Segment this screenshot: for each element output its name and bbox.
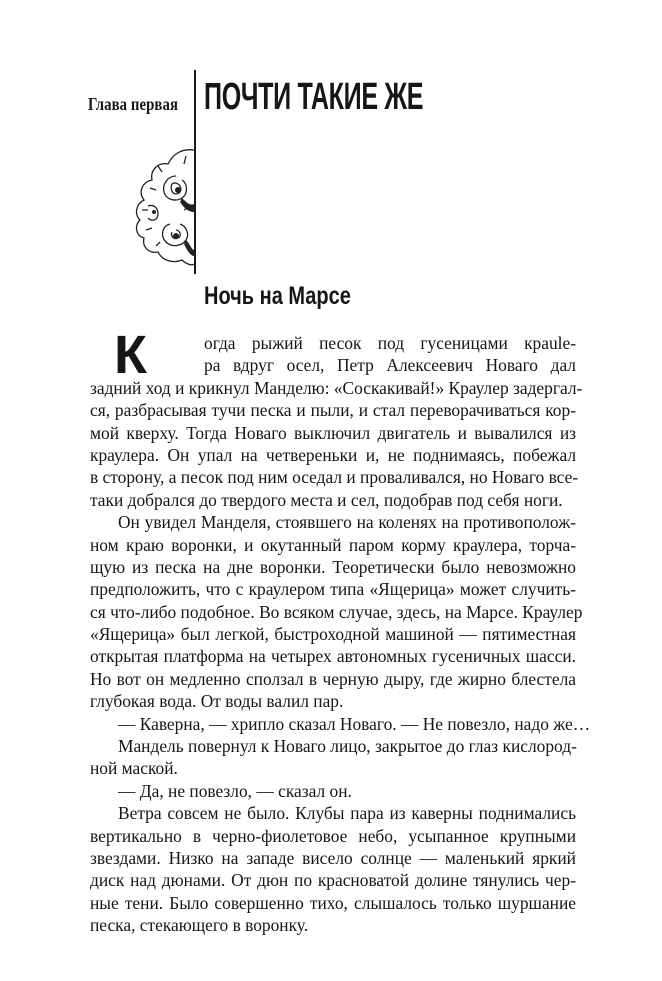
text-line: щую из песка на дне воронки. Теоретически было невозможно [90,556,576,577]
text-line: мой кверху. Тогда Новаго выключил двигатель и вывалился из [90,422,576,443]
text-line: огда рыжий песок под гусеницами краule- [204,333,576,353]
text-line: ра вдруг осел, Петр Алексеевич Новаго дал [204,355,576,376]
drop-cap-letter: К [114,325,147,385]
chapter-label: Глава первая [88,94,179,114]
text-line: таки добрался до твердого места и сел, подобрав под себя ноги. [90,489,563,510]
text-line: в сторону, а песок под ним оседал и проваливался, но Новаго все- [90,467,579,488]
text-line: вертикально в черно-фиолетовое небо, усыпанное крупными [90,825,576,846]
text-line: диск над дюнами. От дюн по красноватой долине тянулись чер- [90,870,576,891]
text-line: ные тени. Было совершенно тихо, слышалось только шуршание [90,892,576,913]
shell-ornament-icon [128,146,196,270]
text-line: Ветра совсем не было. Клубы пара из каверны поднимались [118,803,576,824]
text-line: звездами. Низко на западе висело солнце — маленький яркий [90,847,576,868]
text-line: — Да, не повезло, — сказал он. [118,780,352,801]
text-line: песка, стекающего в воронку. [90,915,309,936]
text-line: Но вот он медленно сползал в черную дыру, где жирно блестела [90,668,576,689]
text-line: глубокая вода. От воды валил пар. [90,691,344,712]
text-line: задний ход и крикнул Манделю: «Соскакивай!» Краулер задергал- [90,377,583,398]
text-line: краулера. Он упал на четвереньки и, не поднимаясь, побежал [90,444,576,465]
text-line: «Ящерица» был легкой, быстроходной машиной — пятиместная [90,624,576,645]
body-text [90,325,591,937]
text-line: ся что-либо подобное. Во всяком случае, здесь, на Марсе. Краулер [90,601,583,622]
text-line: предположить, что с краулером типа «Ящерица» может случить- [90,579,576,600]
text-line: ся, разбрасывая тучи песка и пыли, и стал переворачиваться кор- [90,400,576,421]
text-line: Он увидел Манделя, стоявшего на коленях на противополож- [118,512,576,533]
text-line: ном краю воронки, и окутанный паром корму краулера, торча- [90,534,576,555]
text-line: Мандель повернул к Новаго лицо, закрытое до глаз кислород- [118,736,577,757]
text-line: — Каверна, — хрипло сказал Новаго. — Не повезло, надо же… [118,713,591,734]
chapter-title: ПОЧТИ ТАКИЕ ЖЕ [204,76,424,118]
text-line: ной маской. [90,758,178,779]
section-title: Ночь на Марсе [204,282,351,310]
text-line: открытая платформа на четырех автономных гусеничных шасси. [90,646,576,667]
